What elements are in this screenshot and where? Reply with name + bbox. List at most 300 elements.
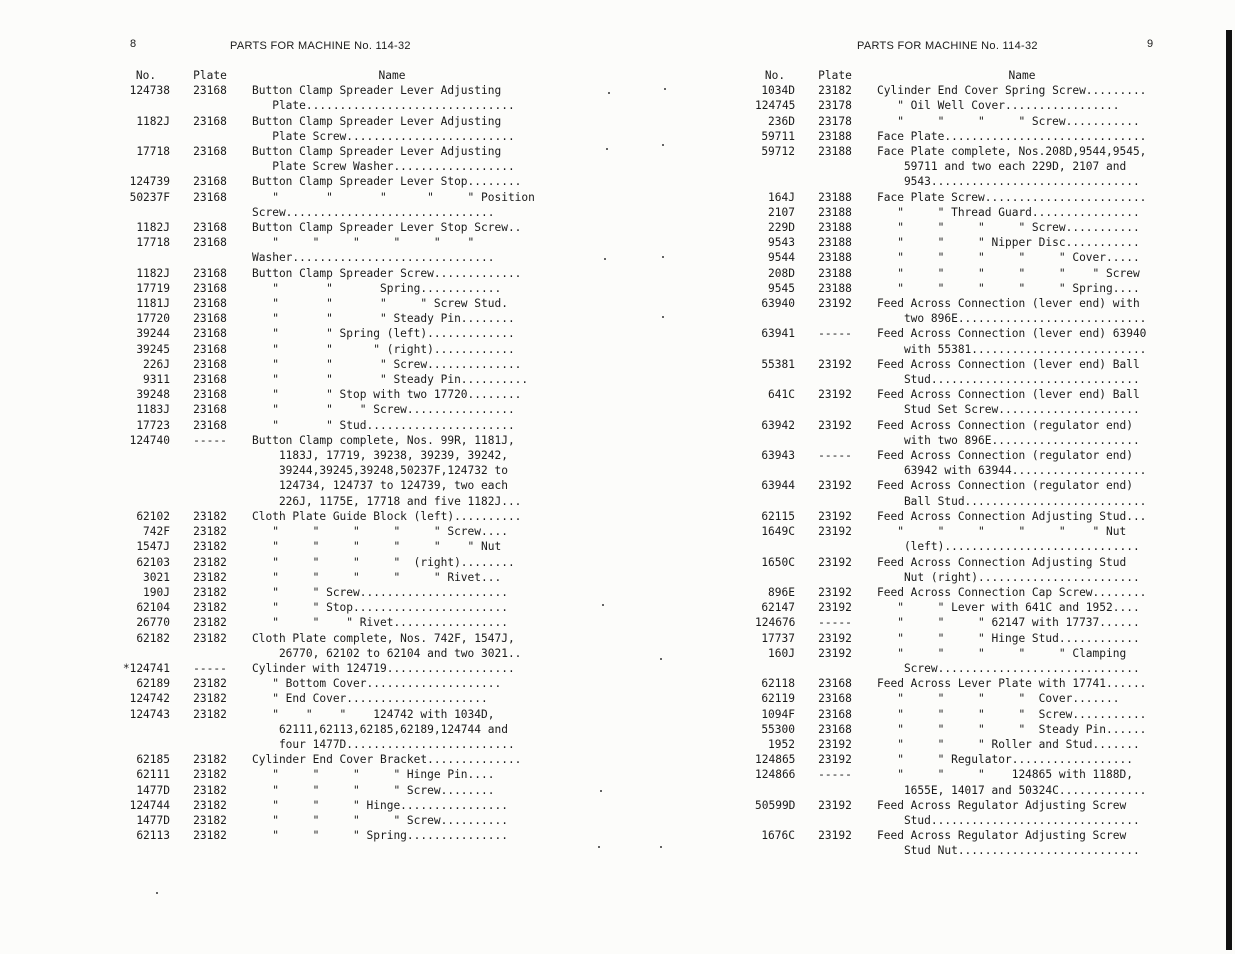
- part-name: Feed Across Connection (regulator end): [877, 449, 1133, 463]
- plate-number: 23178: [818, 114, 852, 128]
- table-row: [0, 205, 532, 220]
- part-number: 1181J: [136, 297, 170, 311]
- part-number: 63940: [761, 297, 795, 311]
- plate-number: 23182: [193, 555, 227, 569]
- part-name: Washer..............................: [252, 251, 495, 265]
- plate-number: 23182: [193, 677, 227, 691]
- table-header-row: [0, 68, 532, 83]
- part-number: 1676C: [761, 829, 795, 843]
- part-name: " " " " " Position: [252, 190, 535, 204]
- part-name: " " " " Screw...........: [877, 221, 1140, 235]
- plate-number: 23168: [818, 677, 852, 691]
- plate-number: 23182: [193, 707, 227, 721]
- table-row: [0, 311, 532, 326]
- table-row: [635, 722, 1167, 737]
- part-name: " " Spring (left).............: [252, 327, 515, 341]
- plate-number: 23168: [193, 236, 227, 250]
- part-name: " " Stop.......................: [252, 601, 508, 615]
- part-number: 1094F: [761, 707, 795, 721]
- plate-number: 23188: [818, 236, 852, 250]
- table-row: [635, 372, 1167, 387]
- table-row: [635, 387, 1167, 402]
- part-name: with two 896E......................: [877, 433, 1140, 447]
- part-number: 641C: [768, 388, 795, 402]
- table-row: [0, 570, 532, 585]
- plate-number: 23168: [193, 388, 227, 402]
- part-name: " " " Hinge................: [252, 798, 508, 812]
- part-number: 26770: [136, 616, 170, 630]
- plate-number: 23182: [193, 753, 227, 767]
- part-number: 17718: [136, 236, 170, 250]
- table-row: [0, 448, 532, 463]
- table-row: [635, 114, 1167, 129]
- plate-number: 23192: [818, 737, 852, 751]
- table-row: [635, 326, 1167, 341]
- plate-number: 23168: [193, 145, 227, 159]
- part-name: " " " 124865 with 1188D,: [877, 768, 1133, 782]
- table-row: [0, 767, 532, 782]
- table-row: [635, 843, 1167, 858]
- part-name: Button Clamp Spreader Lever Adjusting: [252, 114, 502, 128]
- plate-number: 23182: [193, 570, 227, 584]
- part-name: Feed Across Connection Adjusting Stud...: [877, 509, 1147, 523]
- part-name: " " " 62147 with 17737......: [877, 616, 1140, 630]
- table-row: [0, 387, 532, 402]
- plate-number: 23192: [818, 555, 852, 569]
- plate-number: -----: [818, 327, 852, 341]
- plate-number: 23168: [193, 403, 227, 417]
- scan-speck: [156, 892, 158, 894]
- table-row: [0, 418, 532, 433]
- plate-number: -----: [818, 616, 852, 630]
- part-name: " " " Rivet.................: [252, 616, 508, 630]
- table-row: [635, 98, 1167, 113]
- scan-speck: [662, 316, 664, 318]
- part-name: " " " Screw................: [252, 403, 515, 417]
- part-name: Ball Stud...........................: [877, 494, 1147, 508]
- part-number: 9544: [768, 251, 795, 265]
- part-name: Cylinder with 124719...................: [252, 661, 515, 675]
- table-row: [0, 691, 532, 706]
- plate-number: 23168: [193, 221, 227, 235]
- part-number: 50237F: [129, 190, 170, 204]
- table-row: [0, 174, 532, 189]
- table-row: [635, 661, 1167, 676]
- table-row: [635, 478, 1167, 493]
- table-row: [0, 402, 532, 417]
- part-name: " " " " Steady Pin......: [877, 722, 1147, 736]
- part-number: 39248: [136, 388, 170, 402]
- table-row: [0, 342, 532, 357]
- part-number: 124744: [129, 798, 170, 812]
- table-row: [0, 83, 532, 98]
- plate-number: 23168: [193, 175, 227, 189]
- part-name: " " Spring............: [252, 281, 502, 295]
- part-name: Feed Across Connection (lever end) with: [877, 297, 1140, 311]
- plate-number: 23188: [818, 205, 852, 219]
- table-row: [635, 752, 1167, 767]
- table-row: [0, 129, 532, 144]
- table-row: [0, 631, 532, 646]
- part-name: Screw..............................: [877, 661, 1140, 675]
- table-row: [0, 539, 532, 554]
- part-name: 39244,39245,39248,50237F,124732 to: [252, 464, 508, 478]
- plate-number: 23182: [193, 509, 227, 523]
- table-row: [0, 98, 532, 113]
- parts-table: [635, 68, 1167, 859]
- part-number: 160J: [768, 646, 795, 660]
- part-number: 63942: [761, 418, 795, 432]
- table-row: [635, 631, 1167, 646]
- scan-speck: [660, 658, 662, 660]
- plate-number: 23168: [193, 327, 227, 341]
- part-name: Feed Across Regulator Adjusting Screw: [877, 798, 1127, 812]
- part-number: 59711: [761, 129, 795, 143]
- table-row: [635, 266, 1167, 281]
- page-number: 9: [1147, 38, 1154, 50]
- plate-number: 23182: [193, 783, 227, 797]
- part-name: Stud Nut...........................: [877, 844, 1140, 858]
- table-row: [635, 600, 1167, 615]
- plate-number: 23188: [818, 145, 852, 159]
- part-name: Plate Screw Washer..................: [252, 160, 515, 174]
- scan-speck: [660, 846, 662, 848]
- part-number: 124739: [129, 175, 170, 189]
- plate-number: 23192: [818, 646, 852, 660]
- plate-number: 23182: [193, 813, 227, 827]
- table-row: [0, 737, 532, 752]
- table-row: [635, 463, 1167, 478]
- scan-speck: [664, 88, 666, 90]
- plate-number: 23182: [193, 601, 227, 615]
- part-number: 62119: [761, 692, 795, 706]
- part-number: 63941: [761, 327, 795, 341]
- part-name: Feed Across Regulator Adjusting Screw: [877, 829, 1127, 843]
- plate-number: 23182: [193, 525, 227, 539]
- part-number: 226J: [143, 357, 170, 371]
- plate-number: 23182: [193, 768, 227, 782]
- plate-number: 23188: [818, 129, 852, 143]
- table-row: [635, 311, 1167, 326]
- part-name: Feed Across Connection Adjusting Stud: [877, 555, 1127, 569]
- table-row: [0, 676, 532, 691]
- table-row: [0, 478, 532, 493]
- part-name: " " " Screw..............: [252, 357, 522, 371]
- table-row: [635, 250, 1167, 265]
- plate-number: 23182: [193, 798, 227, 812]
- table-row: [635, 433, 1167, 448]
- plate-number: 23168: [193, 357, 227, 371]
- part-number: 896E: [768, 585, 795, 599]
- table-row: [635, 524, 1167, 539]
- table-row: [0, 372, 532, 387]
- table-row: [0, 144, 532, 159]
- part-name: Feed Across Lever Plate with 17741......: [877, 677, 1147, 691]
- plate-number: -----: [818, 768, 852, 782]
- part-name: Stud...............................: [877, 813, 1140, 827]
- plate-number: 23192: [818, 753, 852, 767]
- part-number: 62104: [136, 601, 170, 615]
- part-number: 62115: [761, 509, 795, 523]
- part-number: 62118: [761, 677, 795, 691]
- table-row: [0, 509, 532, 524]
- table-row: [0, 235, 532, 250]
- part-number: 62102: [136, 509, 170, 523]
- table-row: [0, 813, 532, 828]
- part-number: 742F: [143, 525, 170, 539]
- table-row: [0, 798, 532, 813]
- table-row: [0, 463, 532, 478]
- part-name: Button Clamp complete, Nos. 99R, 1181J,: [252, 433, 515, 447]
- table-row: [635, 676, 1167, 691]
- part-number: 1650C: [761, 555, 795, 569]
- part-number: 1952: [768, 737, 795, 751]
- part-number: 124740: [129, 433, 170, 447]
- part-name: " " " " " " Nut: [252, 540, 502, 554]
- part-number: 229D: [768, 221, 795, 235]
- part-number: 1477D: [136, 783, 170, 797]
- plate-number: 23178: [818, 99, 852, 113]
- plate-number: 23192: [818, 601, 852, 615]
- scan-speck: [662, 256, 664, 258]
- part-number: 17737: [761, 631, 795, 645]
- part-name: Stud...............................: [877, 373, 1140, 387]
- part-name: with 55381..........................: [877, 342, 1147, 356]
- table-row: [635, 83, 1167, 98]
- part-number: 62189: [136, 677, 170, 691]
- plate-number: 23168: [818, 692, 852, 706]
- part-name: 59711 and two each 229D, 2107 and: [877, 160, 1127, 174]
- part-name: " " " Spring...............: [252, 829, 508, 843]
- part-name: " " " " " ": [252, 236, 475, 250]
- plate-number: 23182: [193, 631, 227, 645]
- part-name: Cloth Plate complete, Nos. 742F, 1547J,: [252, 631, 515, 645]
- plate-number: 23168: [193, 84, 227, 98]
- part-number: *124741: [122, 661, 170, 675]
- part-name: 124734, 124737 to 124739, two each: [252, 479, 508, 493]
- part-name: " " " Nipper Disc...........: [877, 236, 1140, 250]
- part-number: 17720: [136, 312, 170, 326]
- part-number: 9545: [768, 281, 795, 295]
- scan-speck: [604, 258, 606, 260]
- part-name: " " " " " " Screw: [877, 266, 1140, 280]
- table-row: [0, 555, 532, 570]
- table-row: [635, 296, 1167, 311]
- part-name: " " Regulator..................: [877, 753, 1133, 767]
- scan-speck: [602, 604, 604, 606]
- right-page: [635, 0, 1235, 954]
- part-name: Feed Across Connection (lever end) Ball: [877, 388, 1140, 402]
- table-row: [635, 129, 1167, 144]
- table-row: [635, 494, 1167, 509]
- part-number: 124866: [755, 768, 796, 782]
- plate-number: 23168: [193, 266, 227, 280]
- part-number: 1649C: [761, 525, 795, 539]
- part-name: " " " (right)............: [252, 342, 515, 356]
- part-number: 55300: [761, 722, 795, 736]
- part-number: 62147: [761, 601, 795, 615]
- table-row: [0, 296, 532, 311]
- plate-number: 23168: [193, 114, 227, 128]
- part-name: " " " Steady Pin........: [252, 312, 515, 326]
- part-number: 62113: [136, 829, 170, 843]
- plate-number: 23188: [818, 221, 852, 235]
- plate-number: 23188: [818, 281, 852, 295]
- plate-number: 23168: [193, 373, 227, 387]
- part-name: 1183J, 17719, 39238, 39239, 39242,: [252, 449, 508, 463]
- plate-number: 23168: [818, 722, 852, 736]
- part-name: 226J, 1175E, 17718 and five 1182J...: [252, 494, 522, 508]
- part-name: " " " Roller and Stud.......: [877, 737, 1140, 751]
- plate-number: 23168: [193, 312, 227, 326]
- part-name: " " Screw......................: [252, 585, 508, 599]
- part-number: 124745: [755, 99, 796, 113]
- table-row: [0, 585, 532, 600]
- part-name: Button Clamp Spreader Lever Adjusting: [252, 84, 502, 98]
- plate-number: 23192: [818, 798, 852, 812]
- part-number: 236D: [768, 114, 795, 128]
- table-row: [635, 539, 1167, 554]
- part-name: 9543...............................: [877, 175, 1140, 189]
- part-name: Face Plate complete, Nos.208D,9544,9545,: [877, 145, 1147, 159]
- column-header-no: No.: [135, 69, 157, 82]
- plate-number: -----: [193, 661, 227, 675]
- part-name: " " " " Hinge Pin....: [252, 768, 495, 782]
- plate-number: 23168: [193, 190, 227, 204]
- table-row: [635, 418, 1167, 433]
- plate-number: 23168: [193, 342, 227, 356]
- plate-number: 23182: [193, 692, 227, 706]
- part-name: " " Stop with two 17720........: [252, 388, 522, 402]
- plate-number: 23192: [818, 418, 852, 432]
- plate-number: 23192: [818, 357, 852, 371]
- table-row: [635, 357, 1167, 372]
- part-name: " " " Hinge Stud............: [877, 631, 1140, 645]
- part-name: Stud Set Screw.....................: [877, 403, 1140, 417]
- part-number: 1182J: [136, 266, 170, 280]
- part-name: " " " " " Rivet...: [252, 570, 502, 584]
- column-header-plate: Plate: [818, 69, 852, 82]
- table-row: [635, 783, 1167, 798]
- part-name: " " Stud......................: [252, 418, 515, 432]
- part-name: 1655E, 14017 and 50324C.............: [877, 783, 1147, 797]
- part-name: Button Clamp Spreader Lever Stop Screw..: [252, 221, 522, 235]
- table-row: [635, 159, 1167, 174]
- part-number: 2107: [768, 205, 795, 219]
- part-number: 124865: [755, 753, 796, 767]
- part-name: Button Clamp Spreader Screw.............: [252, 266, 522, 280]
- part-name: Face Plate Screw........................: [877, 190, 1147, 204]
- part-name: 26770, 62102 to 62104 and two 3021..: [252, 646, 522, 660]
- part-number: 62185: [136, 753, 170, 767]
- part-name: Plate Screw.........................: [252, 129, 515, 143]
- plate-number: 23192: [818, 297, 852, 311]
- table-row: [0, 357, 532, 372]
- table-row: [0, 707, 532, 722]
- table-row: [0, 433, 532, 448]
- table-row: [635, 402, 1167, 417]
- table-row: [635, 220, 1167, 235]
- table-row: [635, 737, 1167, 752]
- part-number: 1182J: [136, 114, 170, 128]
- table-header-row: [635, 68, 1167, 83]
- part-name: " " " " " Cover.....: [877, 251, 1140, 265]
- page-header: PARTS FOR MACHINE No. 114-32: [230, 40, 411, 52]
- plate-number: 23168: [193, 281, 227, 295]
- part-name: " " " Steady Pin..........: [252, 373, 529, 387]
- part-name: " " " " Screw...........: [877, 114, 1140, 128]
- plate-number: 23168: [818, 707, 852, 721]
- plate-number: 23192: [818, 585, 852, 599]
- part-number: 39245: [136, 342, 170, 356]
- table-row: [0, 752, 532, 767]
- table-row: [635, 144, 1167, 159]
- table-row: [0, 266, 532, 281]
- part-name: Screw...............................: [252, 205, 495, 219]
- plate-number: 23182: [193, 829, 227, 843]
- column-header-no: No.: [764, 69, 786, 82]
- table-row: [635, 174, 1167, 189]
- table-row: [0, 661, 532, 676]
- plate-number: 23192: [818, 479, 852, 493]
- part-number: 9311: [143, 373, 170, 387]
- part-number: 208D: [768, 266, 795, 280]
- table-row: [635, 235, 1167, 250]
- table-row: [635, 555, 1167, 570]
- part-name: " " " " " Spring....: [877, 281, 1140, 295]
- table-row: [0, 114, 532, 129]
- part-name: Feed Across Connection (lever end) 63940: [877, 327, 1147, 341]
- table-row: [635, 707, 1167, 722]
- table-row: [0, 326, 532, 341]
- part-name: " " " " Screw...........: [877, 707, 1147, 721]
- table-row: [635, 585, 1167, 600]
- plate-number: 23182: [193, 540, 227, 554]
- table-row: [0, 783, 532, 798]
- table-row: [0, 828, 532, 843]
- part-number: 62103: [136, 555, 170, 569]
- part-name: " " " 124742 with 1034D,: [252, 707, 495, 721]
- table-row: [635, 813, 1167, 828]
- part-number: 39244: [136, 327, 170, 341]
- column-header-name: Name: [378, 69, 406, 82]
- column-header-name: Name: [1008, 69, 1036, 82]
- table-row: [635, 767, 1167, 782]
- part-name: Feed Across Connection (lever end) Ball: [877, 357, 1140, 371]
- part-name: " " " " Screw........: [252, 783, 495, 797]
- part-number: 1183J: [136, 403, 170, 417]
- part-number: 190J: [143, 585, 170, 599]
- part-number: 164J: [768, 190, 795, 204]
- plate-number: 23192: [818, 829, 852, 843]
- table-row: [0, 250, 532, 265]
- table-row: [635, 342, 1167, 357]
- part-name: (left).............................: [877, 540, 1140, 554]
- plate-number: 23192: [818, 509, 852, 523]
- page-header: PARTS FOR MACHINE No. 114-32: [857, 40, 1038, 52]
- plate-number: 23182: [193, 616, 227, 630]
- part-name: " " " " Screw Stud.: [252, 297, 508, 311]
- plate-number: 23192: [818, 631, 852, 645]
- scan-speck: [598, 846, 600, 848]
- part-number: 1477D: [136, 813, 170, 827]
- part-name: Feed Across Connection (regulator end): [877, 418, 1133, 432]
- part-number: 3021: [143, 570, 170, 584]
- part-name: " " " " " Clamping: [877, 646, 1127, 660]
- plate-number: 23182: [193, 585, 227, 599]
- part-name: Feed Across Connection Cap Screw........: [877, 585, 1147, 599]
- table-row: [0, 646, 532, 661]
